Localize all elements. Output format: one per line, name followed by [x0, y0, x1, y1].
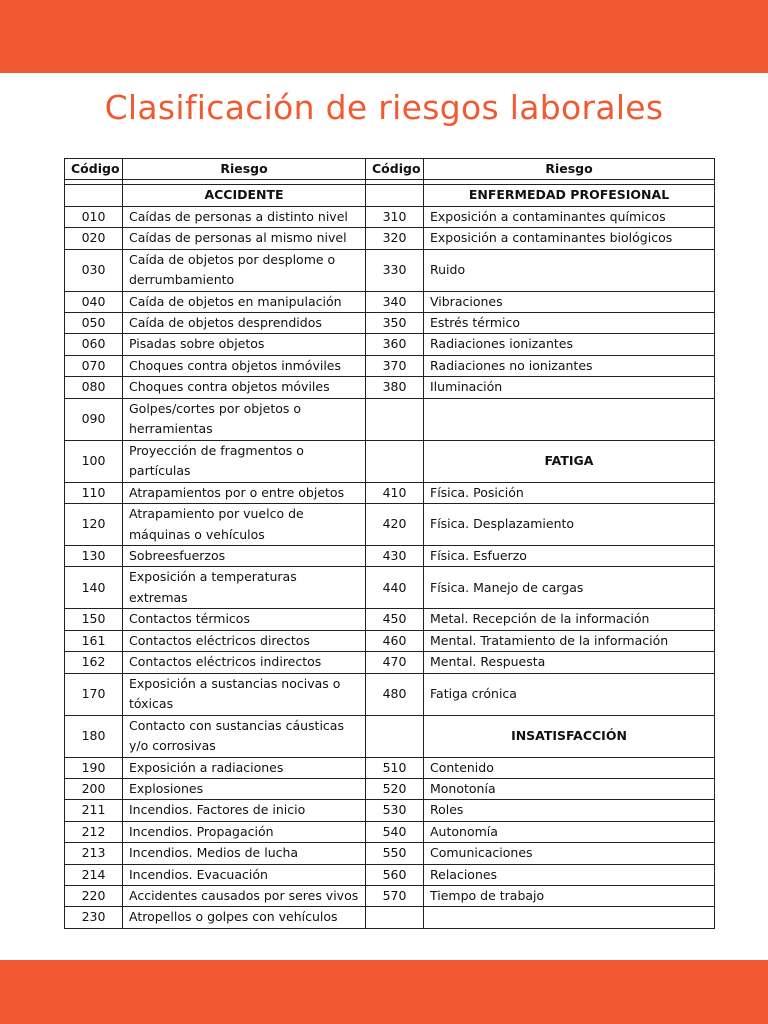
code-cell: 560: [366, 864, 424, 885]
code-cell: [366, 398, 424, 440]
code-cell: 360: [366, 334, 424, 355]
risk-cell: Caída de objetos en manipulación: [123, 291, 366, 312]
code-cell: 520: [366, 778, 424, 799]
risk-cell: Radiaciones no ionizantes: [424, 355, 715, 376]
code-cell: 570: [366, 885, 424, 906]
code-cell: 440: [366, 567, 424, 609]
risk-cell: Contactos eléctricos indirectos: [123, 652, 366, 673]
risk-cell: Iluminación: [424, 377, 715, 398]
table-row: [65, 334, 715, 355]
code-cell: 220: [65, 885, 123, 906]
table-row: [65, 355, 715, 376]
table-row: [65, 885, 715, 906]
table-row: [65, 652, 715, 673]
table-row: [65, 504, 715, 546]
code-cell: 530: [366, 800, 424, 821]
risk-cell: Exposición a radiaciones: [123, 757, 366, 778]
code-cell: 130: [65, 546, 123, 567]
risk-cell: Fatiga crónica: [424, 673, 715, 715]
table-header-row: [65, 159, 715, 180]
risk-cell: Exposición a contaminantes químicos: [424, 206, 715, 227]
code-cell: [366, 185, 424, 206]
table-row: [65, 821, 715, 842]
risk-cell: Incendios. Factores de inicio: [123, 800, 366, 821]
header-code-1: Código: [65, 159, 123, 180]
code-cell: 330: [366, 249, 424, 291]
risk-cell: Exposición a sustancias nocivas o tóxicas: [123, 673, 366, 715]
risk-cell: Golpes/cortes por objetos o herramientas: [123, 398, 366, 440]
risk-cell: Incendios. Medios de lucha: [123, 843, 366, 864]
risk-cell: Caídas de personas al mismo nivel: [123, 228, 366, 249]
code-cell: 211: [65, 800, 123, 821]
code-cell: 430: [366, 546, 424, 567]
code-cell: 060: [65, 334, 123, 355]
code-cell: 470: [366, 652, 424, 673]
code-cell: 230: [65, 907, 123, 928]
code-cell: [65, 185, 123, 206]
table-row: [65, 440, 715, 482]
code-cell: 340: [366, 291, 424, 312]
table-row: [65, 291, 715, 312]
risk-cell: Contenido: [424, 757, 715, 778]
risk-cell: Contacto con sustancias cáusticas y/o corrosivas: [123, 715, 366, 757]
risk-cell: Mental. Tratamiento de la información: [424, 630, 715, 651]
code-cell: 150: [65, 609, 123, 630]
code-cell: 090: [65, 398, 123, 440]
code-cell: 120: [65, 504, 123, 546]
table-body: [65, 180, 715, 928]
code-cell: 030: [65, 249, 123, 291]
table-row: [65, 206, 715, 227]
code-cell: 010: [65, 206, 123, 227]
code-cell: [366, 907, 424, 928]
risk-cell: Explosiones: [123, 778, 366, 799]
risk-cell: Exposición a temperaturas extremas: [123, 567, 366, 609]
code-cell: 410: [366, 482, 424, 503]
code-cell: 540: [366, 821, 424, 842]
risk-cell: Incendios. Propagación: [123, 821, 366, 842]
section-heading-cell: INSATISFACCIÓN: [424, 715, 715, 757]
code-cell: 214: [65, 864, 123, 885]
code-cell: 080: [65, 377, 123, 398]
code-cell: 510: [366, 757, 424, 778]
table-row: [65, 249, 715, 291]
code-cell: [366, 715, 424, 757]
code-cell: 460: [366, 630, 424, 651]
risk-cell: Proyección de fragmentos o partículas: [123, 440, 366, 482]
table-row: [65, 843, 715, 864]
code-cell: 320: [366, 228, 424, 249]
risk-cell: Estrés térmico: [424, 313, 715, 334]
code-cell: 170: [65, 673, 123, 715]
code-cell: 350: [366, 313, 424, 334]
section-heading-cell: FATIGA: [424, 440, 715, 482]
table-row: [65, 482, 715, 503]
risk-cell: Roles: [424, 800, 715, 821]
table-row: [65, 673, 715, 715]
risk-cell: Choques contra objetos inmóviles: [123, 355, 366, 376]
code-cell: 100: [65, 440, 123, 482]
risk-cell: Autonomía: [424, 821, 715, 842]
code-cell: 040: [65, 291, 123, 312]
risk-cell: Pisadas sobre objetos: [123, 334, 366, 355]
table-row: [65, 778, 715, 799]
code-cell: 370: [366, 355, 424, 376]
risk-cell: Ruido: [424, 249, 715, 291]
risk-cell: Metal. Recepción de la información: [424, 609, 715, 630]
risk-cell: Accidentes causados por seres vivos: [123, 885, 366, 906]
code-cell: 110: [65, 482, 123, 503]
section-heading-cell: ENFERMEDAD PROFESIONAL: [424, 185, 715, 206]
risk-cell: [424, 398, 715, 440]
risk-cell: Tiempo de trabajo: [424, 885, 715, 906]
header-code-2: Código: [366, 159, 424, 180]
risk-cell: Física. Desplazamiento: [424, 504, 715, 546]
table-row: [65, 567, 715, 609]
risk-cell: [424, 907, 715, 928]
code-cell: 310: [366, 206, 424, 227]
code-cell: 140: [65, 567, 123, 609]
risk-cell: Física. Esfuerzo: [424, 546, 715, 567]
risk-cell: Vibraciones: [424, 291, 715, 312]
risk-cell: Mental. Respuesta: [424, 652, 715, 673]
section-heading-cell: ACCIDENTE: [123, 185, 366, 206]
risk-cell: Incendios. Evacuación: [123, 864, 366, 885]
table-row: [65, 907, 715, 928]
risk-cell: Comunicaciones: [424, 843, 715, 864]
page-title: Clasificación de riesgos laborales: [104, 88, 664, 127]
table-row: [65, 313, 715, 334]
risk-cell: Caídas de personas a distinto nivel: [123, 206, 366, 227]
table-row: [65, 546, 715, 567]
risk-cell: Atropellos o golpes con vehículos: [123, 907, 366, 928]
code-cell: 450: [366, 609, 424, 630]
risk-cell: Contactos eléctricos directos: [123, 630, 366, 651]
code-cell: 050: [65, 313, 123, 334]
code-cell: 020: [65, 228, 123, 249]
code-cell: 480: [366, 673, 424, 715]
risk-cell: Contactos térmicos: [123, 609, 366, 630]
code-cell: 180: [65, 715, 123, 757]
risk-cell: Caída de objetos desprendidos: [123, 313, 366, 334]
header-risk-1: Riesgo: [123, 159, 366, 180]
table-row: [65, 630, 715, 651]
risk-cell: Choques contra objetos móviles: [123, 377, 366, 398]
risk-cell: Caída de objetos por desplome o derrumbamiento: [123, 249, 366, 291]
code-cell: 550: [366, 843, 424, 864]
risk-cell: Relaciones: [424, 864, 715, 885]
table-row: [65, 800, 715, 821]
top-decorative-band: [0, 0, 768, 73]
risk-cell: Radiaciones ionizantes: [424, 334, 715, 355]
code-cell: 212: [65, 821, 123, 842]
table-row: [65, 609, 715, 630]
code-cell: 213: [65, 843, 123, 864]
table-row: [65, 715, 715, 757]
code-cell: 162: [65, 652, 123, 673]
risk-cell: Atrapamiento por vuelco de máquinas o vehículos: [123, 504, 366, 546]
risk-cell: Física. Manejo de cargas: [424, 567, 715, 609]
risk-cell: Atrapamientos por o entre objetos: [123, 482, 366, 503]
code-cell: [366, 440, 424, 482]
code-cell: 200: [65, 778, 123, 799]
code-cell: 161: [65, 630, 123, 651]
table-row: [65, 864, 715, 885]
table-row: [65, 377, 715, 398]
table-row: [65, 757, 715, 778]
bottom-decorative-band: [0, 960, 768, 1024]
code-cell: 070: [65, 355, 123, 376]
risk-cell: Física. Posición: [424, 482, 715, 503]
table-section-row: [65, 185, 715, 206]
code-cell: 380: [366, 377, 424, 398]
risk-cell: Sobreesfuerzos: [123, 546, 366, 567]
header-risk-2: Riesgo: [424, 159, 715, 180]
code-cell: 420: [366, 504, 424, 546]
table-row: [65, 398, 715, 440]
risk-cell: Exposición a contaminantes biológicos: [424, 228, 715, 249]
table-row: [65, 228, 715, 249]
risk-classification-table: [64, 158, 715, 929]
risk-cell: Monotonía: [424, 778, 715, 799]
code-cell: 190: [65, 757, 123, 778]
